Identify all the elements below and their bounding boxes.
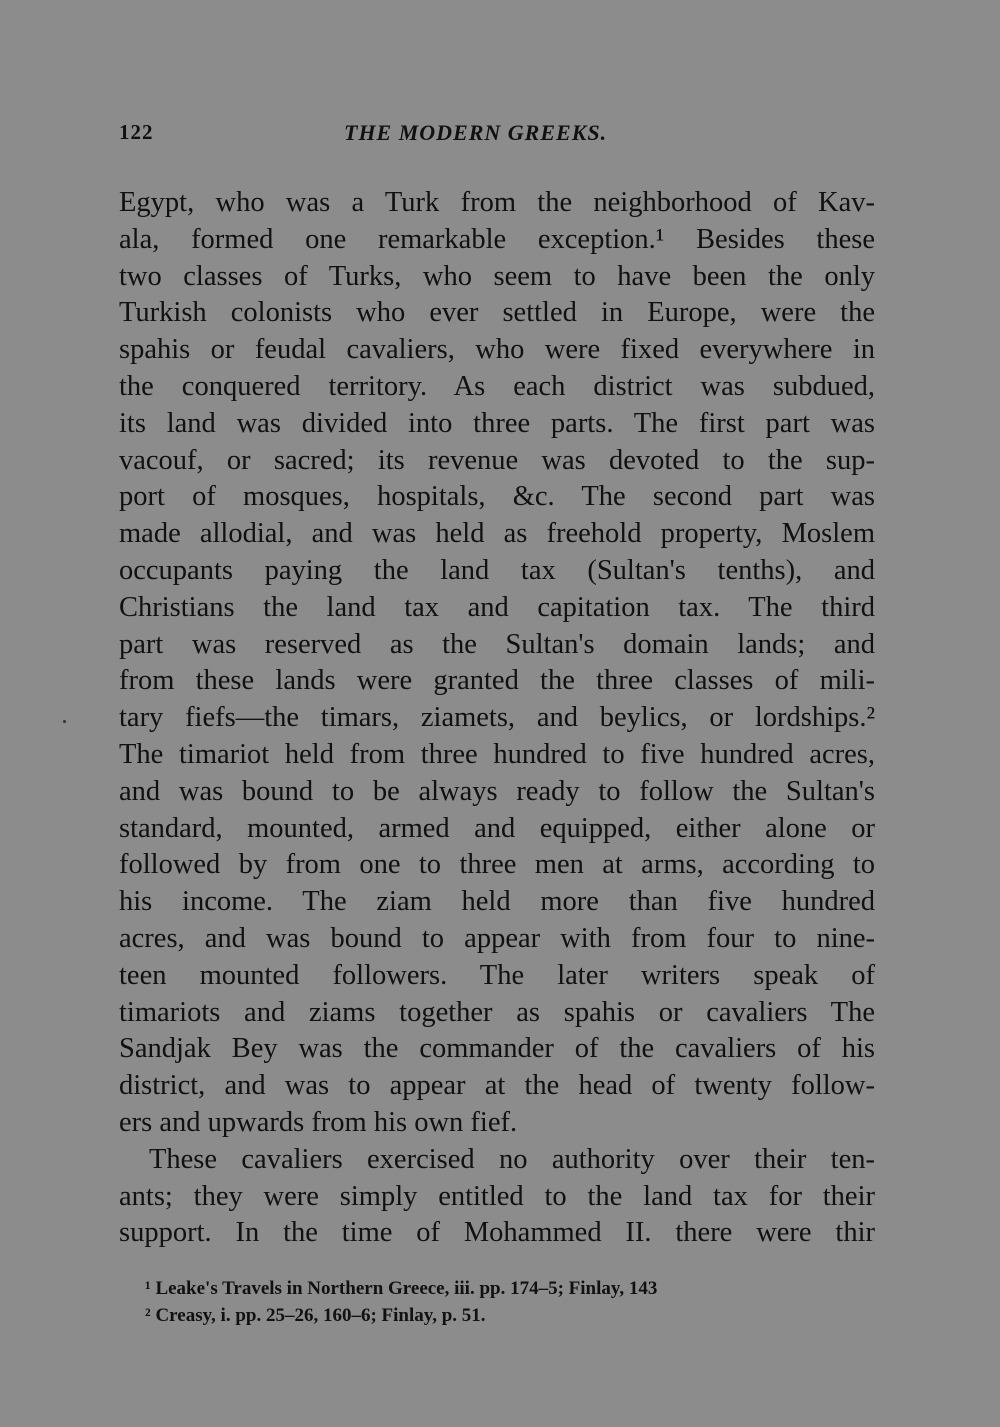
text-line: Sandjak Bey was the commander of the cavaliers of his [119,1033,875,1065]
text-line: Egypt, who was a Turk from the neighborhood of Kav- [119,187,875,218]
text-line: vacouf, or sacred; its revenue was devoted to the sup- [119,444,875,476]
footnote: ² Creasy, i. pp. 25–26, 160–6; Finlay, p. 51. [145,1305,486,1326]
text-line: The timariot held from three hundred to five hundred acres, [119,738,875,770]
text-line: from these lands were granted the three classes of mili- [119,665,875,697]
text-line: ala, formed one remarkable exception.¹ Besides these [119,223,875,255]
text-line: its land was divided into three parts. The first part was [119,407,875,439]
text-line: two classes of Turks, who seem to have been the only [119,260,875,292]
text-line: ants; they were simply entitled to the land tax for their [119,1180,875,1212]
text-line: ers and upwards from his own fief. [119,1106,518,1138]
footnote: ¹ Leake's Travels in Northern Greece, iii. pp. 174–5; Finlay, 143 [145,1278,658,1299]
text-line: acres, and was bound to appear with from four to nine- [119,922,875,954]
text-line: occupants paying the land tax (Sultan's tenths), and [119,554,875,586]
text-line: Christians the land tax and capitation tax. The third [119,591,875,623]
text-line: teen mounted followers. The later writers speak of [119,959,875,991]
text-line: port of mosques, hospitals, &c. The second part was [119,481,875,513]
page-number: 122 [119,120,154,144]
body-text [119,185,875,1252]
text-line: followed by from one to three men at arms, according to [119,849,875,881]
text-line: tary fiefs—the timars, ziamets, and beylics, or lordships.² [119,702,875,734]
page-header [119,120,879,150]
text-line: support. In the time of Mohammed II. there were thir [119,1217,875,1249]
text-line: the conquered territory. As each district was subdued, [119,370,875,402]
text-line: spahis or feudal cavaliers, who were fixed everywhere in [119,334,875,366]
text-line: standard, mounted, armed and equipped, either alone or [119,812,875,844]
text-line: part was reserved as the Sultan's domain lands; and [119,628,875,660]
text-line: These cavaliers exercised no authority over their ten- [149,1143,875,1175]
text-line: his income. The ziam held more than five hundred [119,886,875,918]
margin-speck [63,720,66,723]
text-line: timariots and ziams together as spahis or cavaliers The [119,996,875,1028]
footnotes [145,1275,835,1329]
text-line: Turkish colonists who ever settled in Europe, were the [119,297,875,329]
text-line: district, and was to appear at the head of twenty follow- [119,1070,875,1102]
running-head: THE MODERN GREEKS. [344,120,608,145]
text-line: and was bound to be always ready to follow the Sultan's [119,775,875,807]
text-line: made allodial, and was held as freehold property, Moslem [119,518,875,550]
